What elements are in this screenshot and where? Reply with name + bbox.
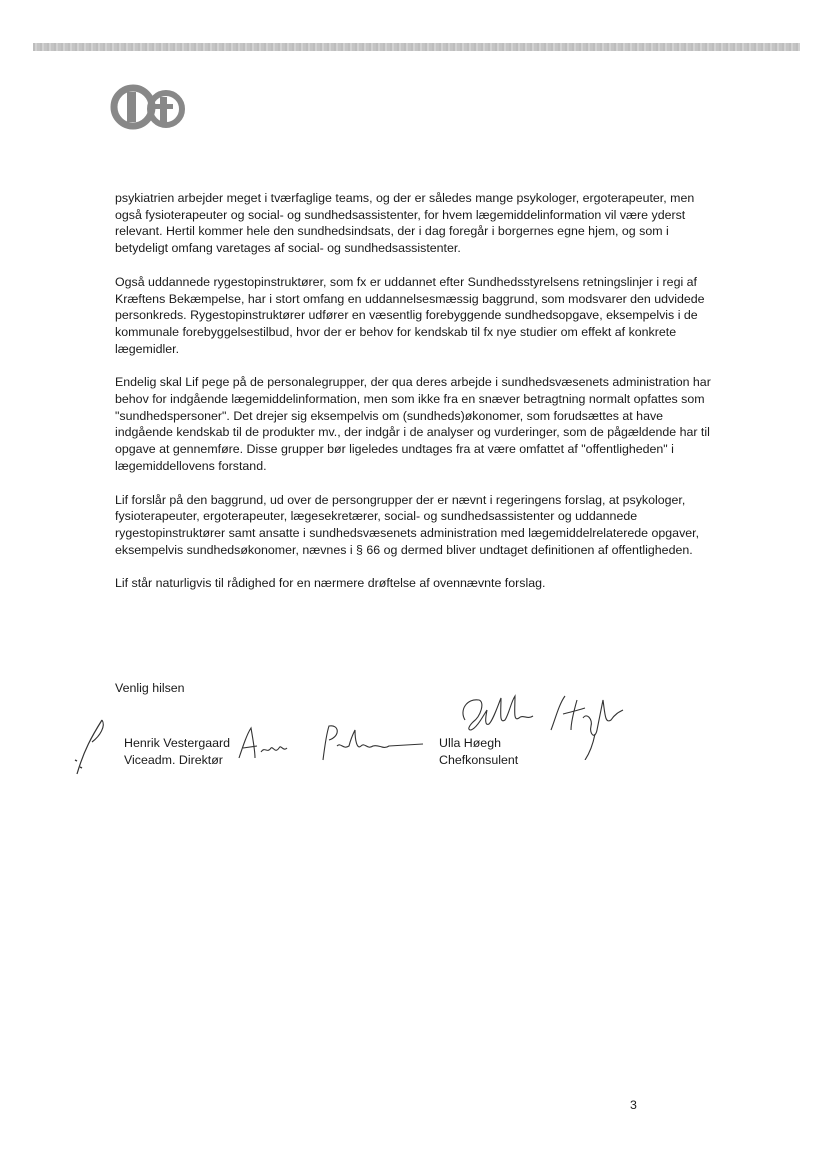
paragraph: psykiatrien arbejder meget i tværfaglige teams, og der er således mange psykologer, ergoterapeuter, men også fysioterapeuter og social- og sundhedsassistenter, for hvem lægemiddelinformation vil være yderst relevant. Hertil kommer hele den sundhedsindsats, der i dag foregår i borgernes egne hjem, og som i betydeligt omfang varetages af social- og sundhedsassistenter. [115,191,695,256]
signer-title: Viceadm. Direktør [124,753,223,767]
paragraph: Også uddannede rygestopinstruktører, som fx er uddannet efter Sundhedsstyrelsens retningslinjer i regi af Kræftens Bekæmpelse, har i stort omfang en uddannelsesmæssig baggrund, som modsvarer den udvidede personkreds. Rygestopinstruktører udfører en væsentlig forebyggende sundhedsopgave, eksempelvis i de kommunale forebyggelsestilbud, hvor der er behov for kendskab til fx nye studier om effekt af konkrete lægemidler. [115,274,705,356]
paragraph: Endelig skal Lif pege på de personalegrupper, der qua deres arbejde i sundhedsvæsenets administration har behov for indgående lægemiddelinformation, men som ikke fra en snæver betragtning normalt opfattes som "sundhedspersoner". Det drejer sig eksempelvis om (sundheds)økonomer, som forudsættes at have indgående kendskab til de produkter mv., der indgår i de analyser og vurderinger, som de pågældende har til opgave at gennemføre. Disse grupper bør ligeledes undtages fra at være omfattet af "offentligheden" i lægemiddellovens forstand. [115,375,711,473]
signer-name: Ulla Høegh [439,736,501,750]
signer-henrik-vestergaard [124,735,230,769]
signer-name: Henrik Vestergaard [124,736,231,750]
paragraph: Lif forslår på den baggrund, ud over de persongrupper der er nævnt i regeringens forslag, at psykologer, fysioterapeuter, ergoterapeuter, lægesekretærer, social- og sundhedsassistenter og uddannede rygestopinstruktører samt ansatte i sundhedsvæsenets administration med lægemiddelrelaterede opgaver, eksempelvis sundhedsøkonomer, nævnes i § 66 og dermed bliver undtaget definitionen af offentligheden. [115,492,700,557]
page-number: 3 [630,1098,637,1112]
signer-ulla-hoegh [439,735,518,769]
scan-header-bar [33,43,800,51]
lif-logo [108,82,198,132]
signature-pp [62,716,122,778]
letter-body [115,190,715,609]
signature-anne-pedersen [233,718,428,766]
signer-title: Chefkonsulent [439,753,519,767]
closing-greeting: Venlig hilsen [115,681,185,695]
paragraph: Lif står naturligvis til rådighed for en nærmere drøftelse af ovennævnte forslag. [115,576,546,591]
